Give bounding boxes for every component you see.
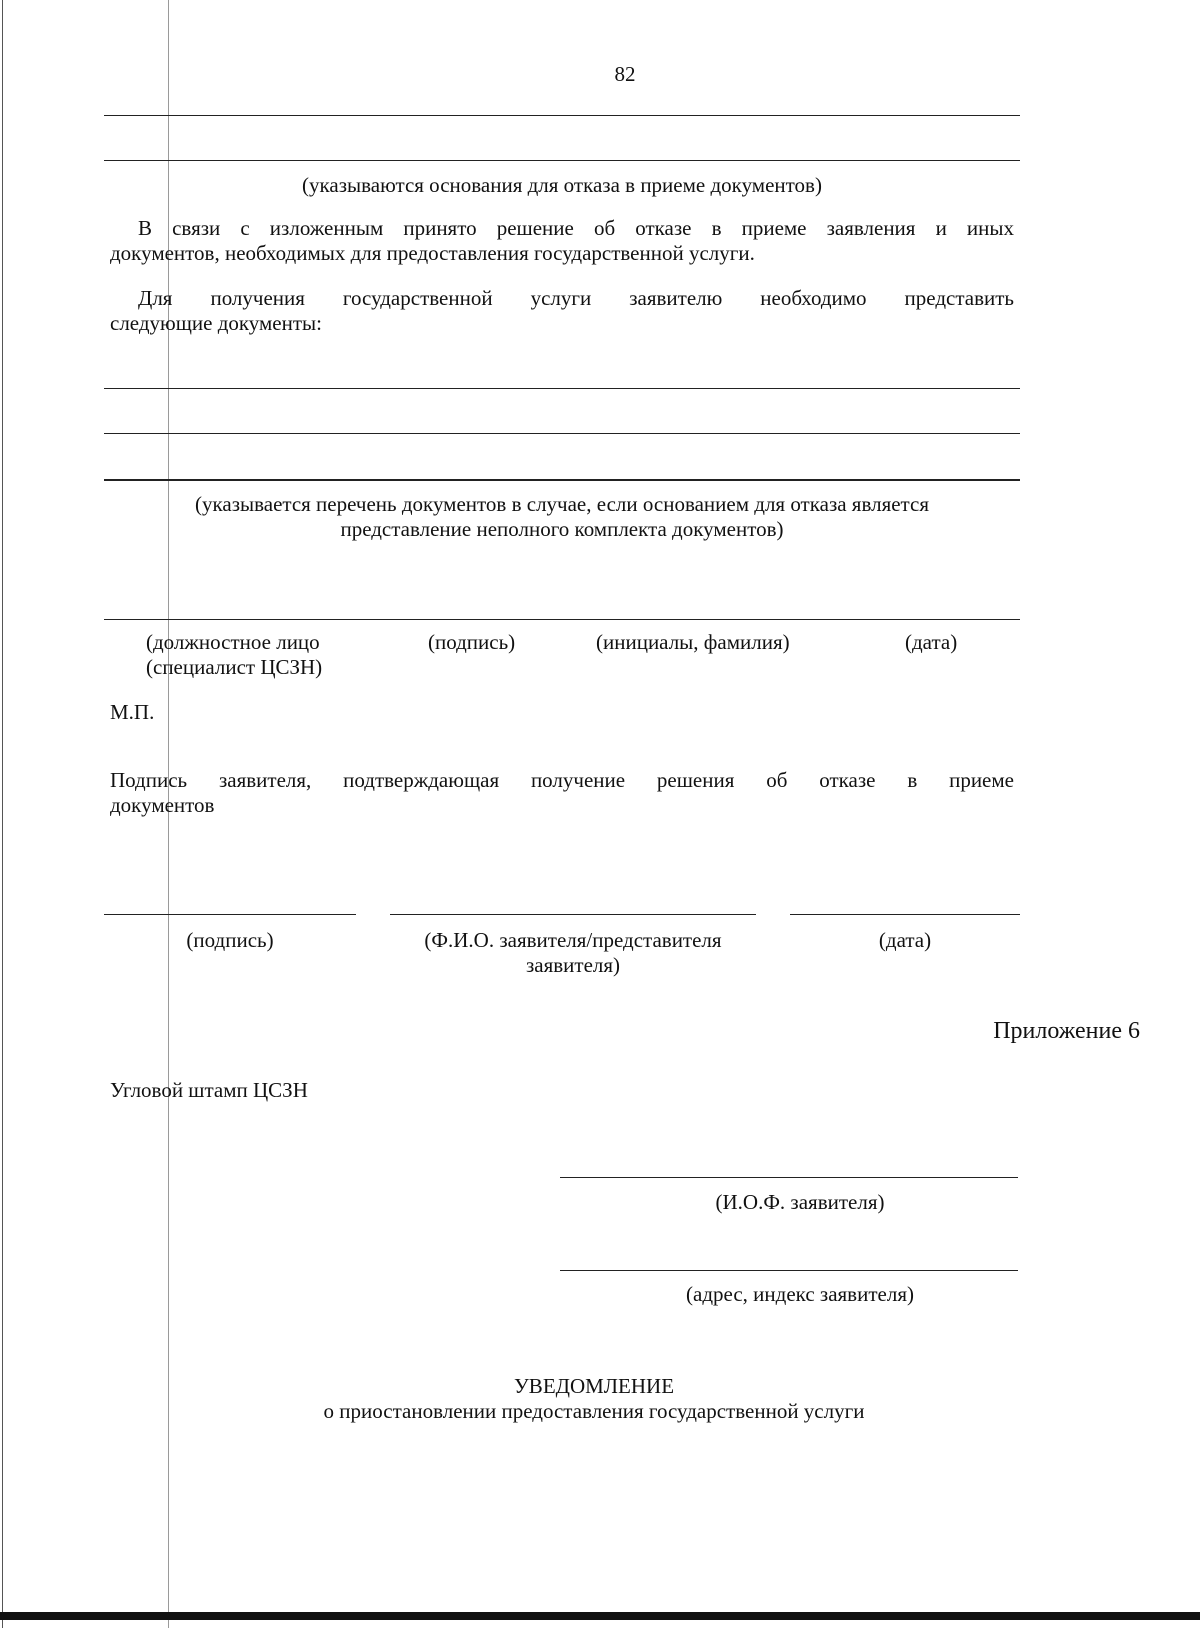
- applicant-date-line: [790, 914, 1020, 915]
- caption-docs-list-line-1: (указывается перечень документов в случае, если основанием для отказа является: [195, 492, 929, 516]
- official-date-caption: (дата): [905, 630, 958, 654]
- paragraph-decision-line-2: документов, необходимых для предоставления государственной услуги.: [110, 241, 755, 265]
- official-signature-caption: (подпись): [428, 630, 516, 654]
- official-initials-caption: (инициалы, фамилия): [596, 630, 790, 654]
- applicant-signature-line: [104, 914, 356, 915]
- appendix-label: Приложение 6: [993, 1018, 1140, 1044]
- docs-blank-line-1: [104, 388, 1020, 389]
- caption-grounds: (указываются основания для отказа в приеме документов): [302, 173, 822, 197]
- applicant-confirm-line-1: Подпись заявителя, подтверждающая получение решения об отказе в приеме: [110, 768, 1014, 792]
- grounds-blank-line-2: [104, 160, 1020, 161]
- scan-edge-line: [2, 0, 3, 1628]
- applicant-fio-caption-line-2: заявителя): [525, 953, 621, 977]
- applicant-confirm-line-2: документов: [110, 793, 215, 817]
- applicant-signature-caption: (подпись): [186, 928, 274, 952]
- paragraph-decision-line-1: В связи с изложенным принято решение об отказе в приеме заявления и иных: [138, 216, 1014, 240]
- official-position-line-1: (должностное лицо: [146, 630, 320, 654]
- applicant-fio-caption-line-1: (Ф.И.О. заявителя/представителя: [424, 928, 722, 952]
- docs-blank-line-3: [104, 479, 1020, 481]
- docs-blank-line-2: [104, 433, 1020, 434]
- caption-docs-list-line-2: представление неполного комплекта документов): [340, 517, 784, 541]
- corner-stamp-label: Угловой штамп ЦСЗН: [110, 1078, 308, 1102]
- paragraph-documents-line-2: следующие документы:: [110, 311, 322, 335]
- scan-bottom-edge: [0, 1612, 1200, 1620]
- notice-subtitle: о приостановлении предоставления государственной услуги: [323, 1399, 865, 1423]
- page-number: 82: [614, 62, 636, 86]
- applicant-date-caption: (дата): [878, 928, 932, 952]
- paragraph-documents-line-1: Для получения государственной услуги заявителю необходимо представить: [138, 286, 1014, 310]
- recipient-name-line: [560, 1177, 1018, 1178]
- official-position-line-2: (специалист ЦСЗН): [146, 655, 323, 679]
- notice-title: УВЕДОМЛЕНИЕ: [513, 1374, 675, 1398]
- recipient-address-caption: (адрес, индекс заявителя): [686, 1282, 914, 1306]
- grounds-blank-line-1: [104, 115, 1020, 116]
- seal-place: М.П.: [110, 700, 155, 724]
- recipient-address-line: [560, 1270, 1018, 1271]
- recipient-name-caption: (И.О.Ф. заявителя): [715, 1190, 885, 1214]
- applicant-fio-line: [390, 914, 756, 915]
- official-signature-line: [104, 619, 1020, 620]
